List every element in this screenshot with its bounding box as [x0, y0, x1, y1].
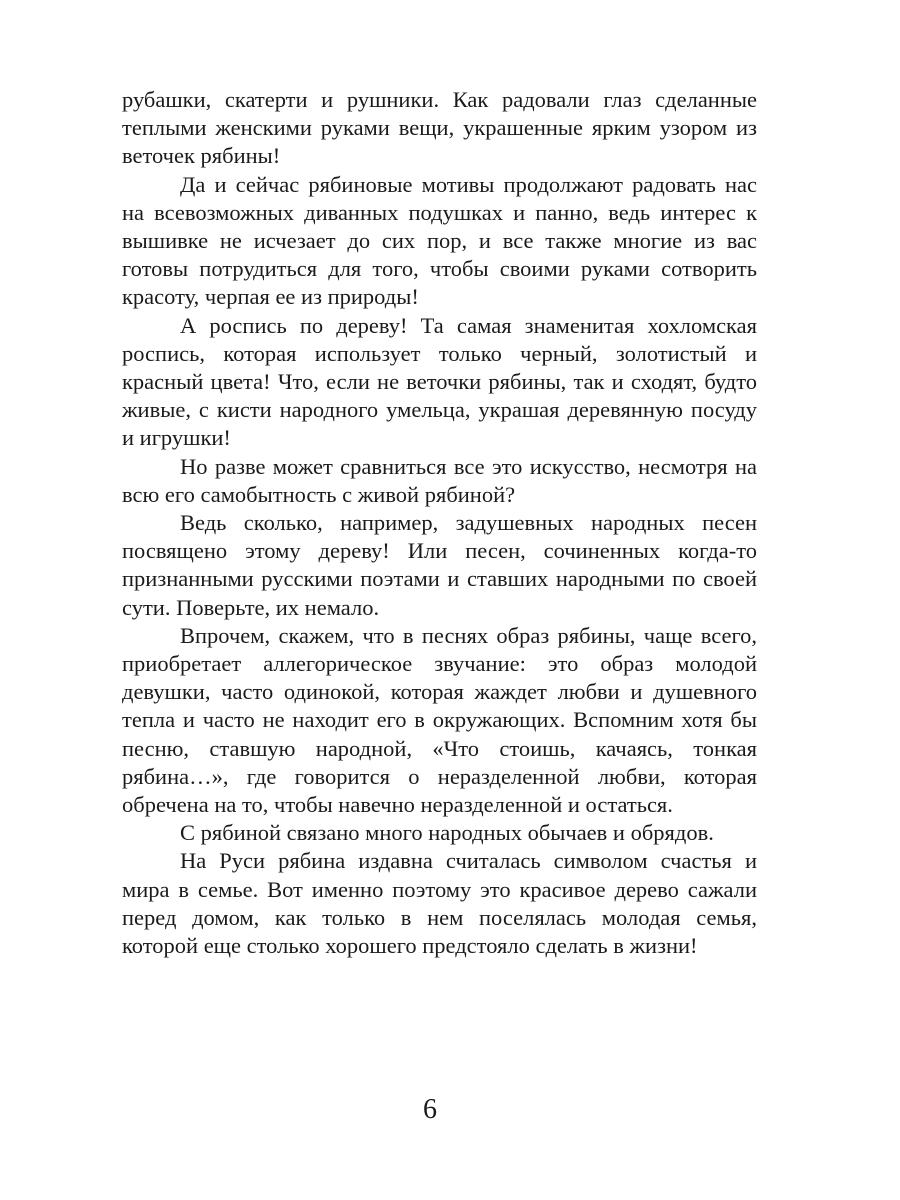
paragraph-embroidery: Да и сейчас рябиновые мотивы продолжают радовать нас на всевозможных диванных подушках и панно, ведь интерес к вышивке не исчезает до сих пор, и все также многие из вас готовы потрудиться для того, чтобы своими руками сотворить красоту, черпая ее из природы!: [122, 171, 757, 310]
paragraph-continuation: рубашки, скатерти и рушники. Как радовали глаз сделанные теплыми женскими руками вещи, украшенные ярким узором из веточек рябины!: [122, 87, 757, 169]
page-number: 6: [423, 1094, 437, 1125]
paragraph-living-rowan: Но разве может сравниться все это искусство, несмотря на всю его самобытность с живой рябиной?: [122, 453, 757, 507]
paragraph-happiness-symbol: На Руси рябина издавна считалась символом счастья и мира в семье. Вот именно поэтому это красивое дерево сажали перед домом, как только в нем поселялась молодая семья, которой еще столько хорошего предстояло сделать в жизни!: [122, 848, 757, 959]
body-text: [122, 86, 757, 960]
paragraph-allegory: Впрочем, скажем, что в песнях образ рябины, чаще всего, приобретает аллегорическое звучание: это образ молодой девушки, часто одинокой, которая жаждет любви и душевного тепла и часто не находит его в окружающих. Вспомним хотя бы песню, ставшую народной, «Что стоишь, качаясь, тонкая рябина…», где говорится о неразделенной любви, которая обречена на то, чтобы навечно неразделенной и остаться.: [122, 622, 757, 818]
paragraph-folk-songs: Ведь сколько, например, задушевных народных песен посвящено этому дереву! Или песен, сочиненных когда-то признанными русскими поэтами и ставших народными по своей сути. Поверьте, их немало.: [122, 510, 757, 620]
paragraph-wood-painting: А роспись по дереву! Та самая знаменитая хохломская роспись, которая использует только черный, золотистый и красный цвета! Что, если не веточки рябины, так и сходят, будто живые, с кисти народного умельца, украшая деревянную посуду и игрушки!: [122, 312, 757, 451]
paragraph-customs: С рябиной связано много народных обычаев и обрядов.: [180, 820, 714, 846]
